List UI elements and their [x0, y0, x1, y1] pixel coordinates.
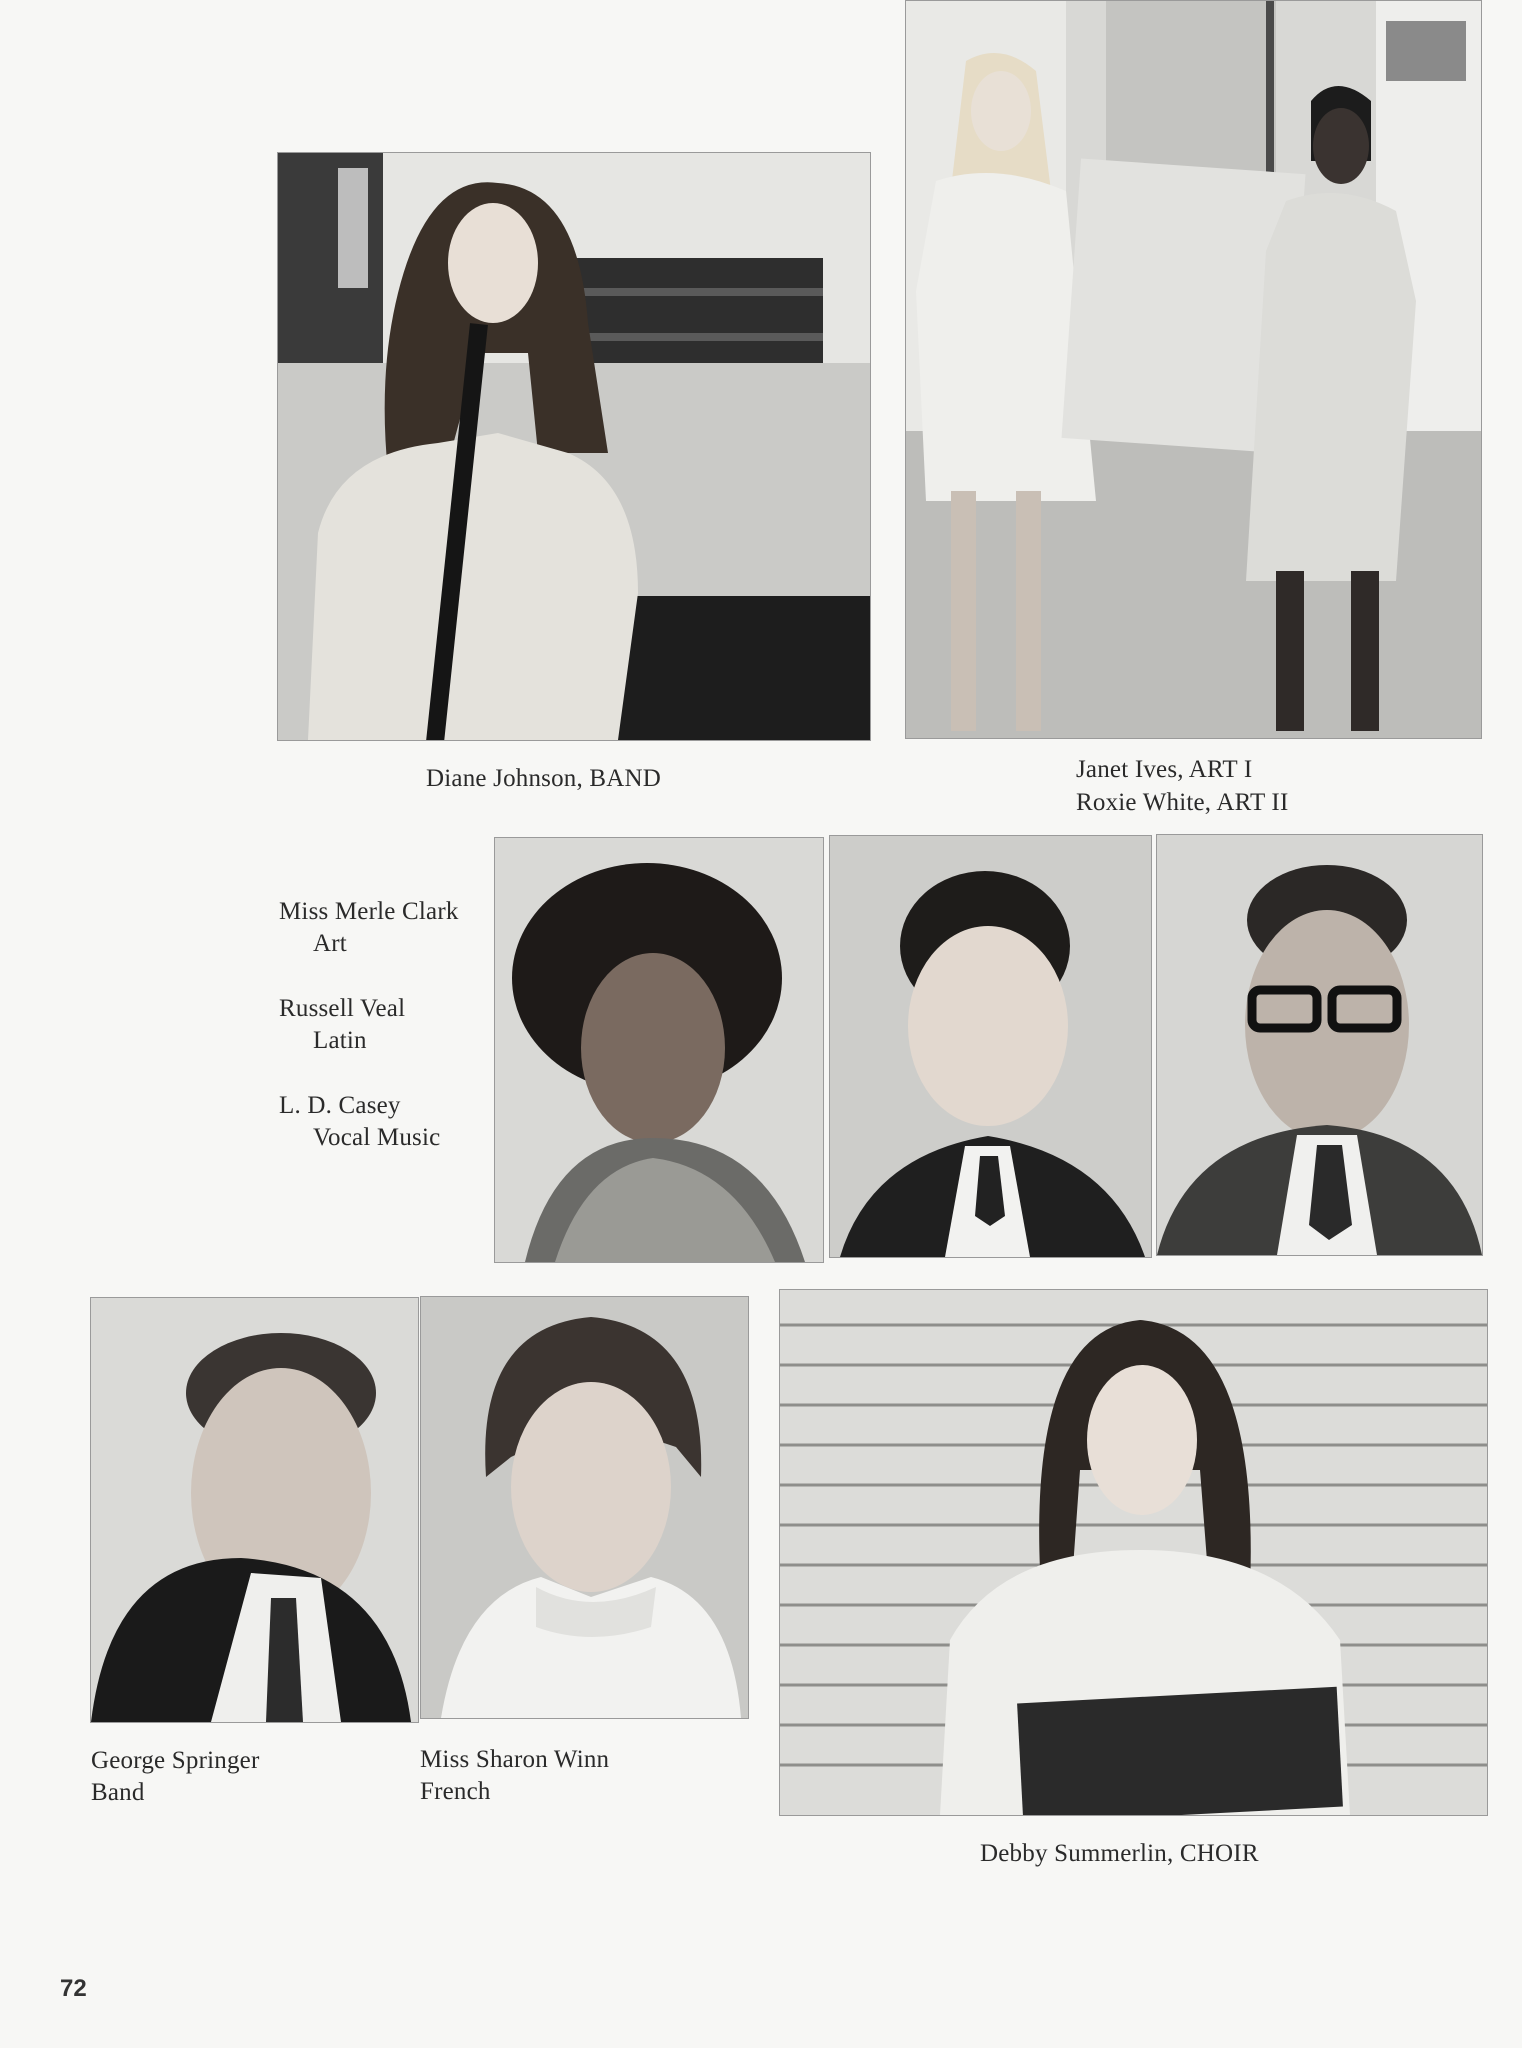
faculty-name: L. D. Casey — [279, 1092, 401, 1119]
portrait-sharon-winn — [420, 1296, 749, 1719]
portrait-george-springer — [90, 1297, 419, 1723]
faculty-entry-merle-clark — [279, 896, 459, 960]
caption-george-springer — [91, 1745, 259, 1809]
caption-debby-summerlin-choir: Debby Summerlin, CHOIR — [980, 1840, 1259, 1867]
photo-debby-summerlin-choir — [779, 1289, 1488, 1816]
page-number: 72 — [60, 1975, 87, 2002]
faculty-subject: Vocal Music — [313, 1124, 441, 1151]
caption-sharon-winn — [420, 1744, 609, 1808]
caption-subject: Band — [91, 1779, 145, 1806]
faculty-entry-ld-casey — [279, 1090, 459, 1154]
portrait-ld-casey — [1156, 834, 1483, 1256]
caption-diane-johnson-band: Diane Johnson, BAND — [426, 765, 662, 792]
faculty-name: Miss Merle Clark — [279, 898, 459, 925]
faculty-subject: Latin — [313, 1027, 367, 1054]
caption-art — [1076, 753, 1288, 819]
portrait-russell-veal — [829, 835, 1152, 1258]
portrait-merle-clark — [494, 837, 824, 1263]
caption-subject: French — [420, 1778, 491, 1805]
faculty-subject: Art — [313, 930, 347, 957]
photo-diane-johnson-band — [277, 152, 871, 741]
caption-name: George Springer — [91, 1747, 260, 1774]
caption-roxie-white: Roxie White, ART II — [1076, 789, 1289, 816]
faculty-name: Russell Veal — [279, 995, 406, 1022]
caption-janet-ives: Janet Ives, ART I — [1076, 756, 1253, 783]
caption-name: Miss Sharon Winn — [420, 1746, 610, 1773]
faculty-list — [279, 896, 459, 1154]
photo-janet-ives-roxie-white-art — [905, 0, 1482, 739]
faculty-entry-russell-veal — [279, 993, 459, 1057]
